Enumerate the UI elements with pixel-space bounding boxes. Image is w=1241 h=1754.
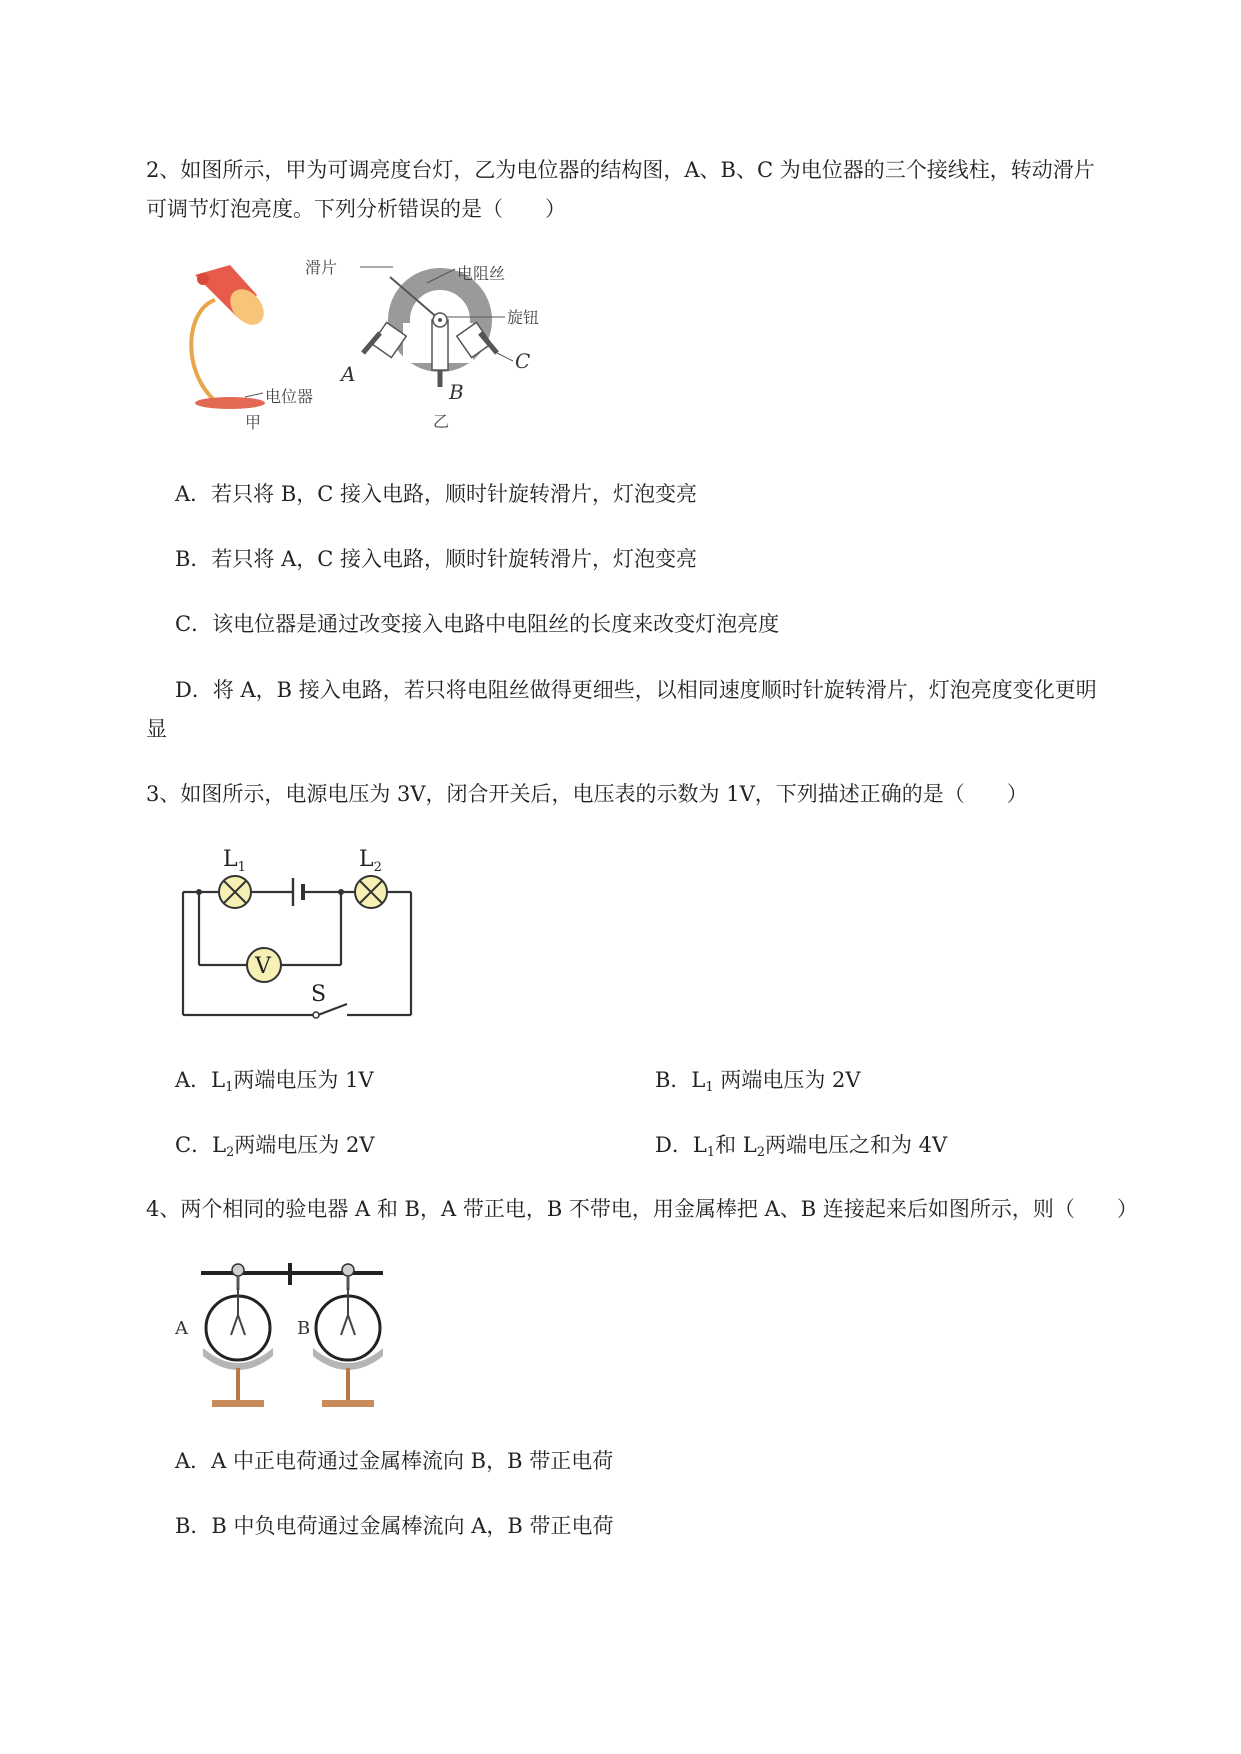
q2-stem-line2: 可调节灯泡亮度。下列分析错误的是（ ）	[146, 197, 566, 221]
q4-option-a[interactable]: A．A 中正电荷通过金属棒流向 B，B 带正电荷	[175, 1449, 614, 1473]
label-potentiometer: 电位器	[265, 387, 314, 406]
q2-option-d-line1[interactable]: D．将 A，B 接入电路，若只将电阻丝做得更细些，以相同速度顺时针旋转滑片，灯泡亮度变化更明	[175, 678, 1097, 702]
label-switch: S	[311, 982, 327, 1007]
voltmeter-icon	[247, 948, 281, 982]
q3-option-b[interactable]: B．$L_1$ 两端电压为 2V	[655, 1068, 861, 1095]
label-electroscope-b: B	[297, 1318, 311, 1339]
label-voltmeter: V	[255, 954, 271, 979]
q3-option-c[interactable]: C．$L_2$两端电压为 2V	[175, 1133, 375, 1160]
label-yi: 乙	[433, 412, 450, 431]
electroscope-a-icon	[203, 1264, 273, 1407]
label-resistance-wire: 电阻丝	[457, 264, 506, 283]
q2-stem-line1: 2、如图所示，甲为可调亮度台灯，乙为电位器的结构图，A、B、C 为电位器的三个接线柱，转动滑片	[146, 158, 1095, 182]
electroscope-b-icon	[313, 1264, 383, 1407]
q2-option-c[interactable]: C．该电位器是通过改变接入电路中电阻丝的长度来改变灯泡亮度	[175, 612, 780, 636]
q2-option-d-line2[interactable]: 显	[146, 717, 167, 741]
q3-circuit-figure	[175, 840, 425, 1025]
q2-figure	[175, 255, 555, 440]
lamp-l1-icon	[219, 876, 251, 908]
label-terminal-c: C	[515, 349, 531, 373]
label-knob: 旋钮	[507, 308, 540, 327]
potentiometer-diagram	[305, 258, 539, 431]
q4-option-b[interactable]: B．B 中负电荷通过金属棒流向 A，B 带正电荷	[175, 1514, 614, 1538]
q4-stem: 4、两个相同的验电器 A 和 B，A 带正电，B 不带电，用金属棒把 A、B 连接起来后如图所示，则（ ）	[146, 1197, 1138, 1221]
lamp-l2-icon	[355, 876, 387, 908]
label-jia: 甲	[245, 413, 262, 432]
label-terminal-a: A	[341, 362, 356, 386]
label-slider: 滑片	[305, 258, 338, 277]
label-l1: $L_1$	[223, 847, 246, 875]
desk-lamp-illustration	[191, 265, 313, 432]
q3-option-d[interactable]: D．$L_1$和 $L_2$两端电压之和为 4V	[655, 1133, 948, 1160]
label-l2: $L_2$	[359, 847, 382, 875]
q3-stem: 3、如图所示，电源电压为 3V，闭合开关后，电压表的示数为 1V，下列描述正确的是（ ）	[146, 782, 1028, 806]
label-terminal-b: B	[449, 380, 464, 404]
q3-option-a[interactable]: A．$L_1$两端电压为 1V	[175, 1068, 374, 1095]
q2-option-b[interactable]: B．若只将 A，C 接入电路，顺时针旋转滑片，灯泡变亮	[175, 547, 698, 571]
q2-option-a[interactable]: A．若只将 B，C 接入电路，顺时针旋转滑片，灯泡变亮	[175, 482, 698, 506]
label-electroscope-a: A	[175, 1318, 188, 1339]
q4-electroscope-figure	[175, 1260, 395, 1415]
